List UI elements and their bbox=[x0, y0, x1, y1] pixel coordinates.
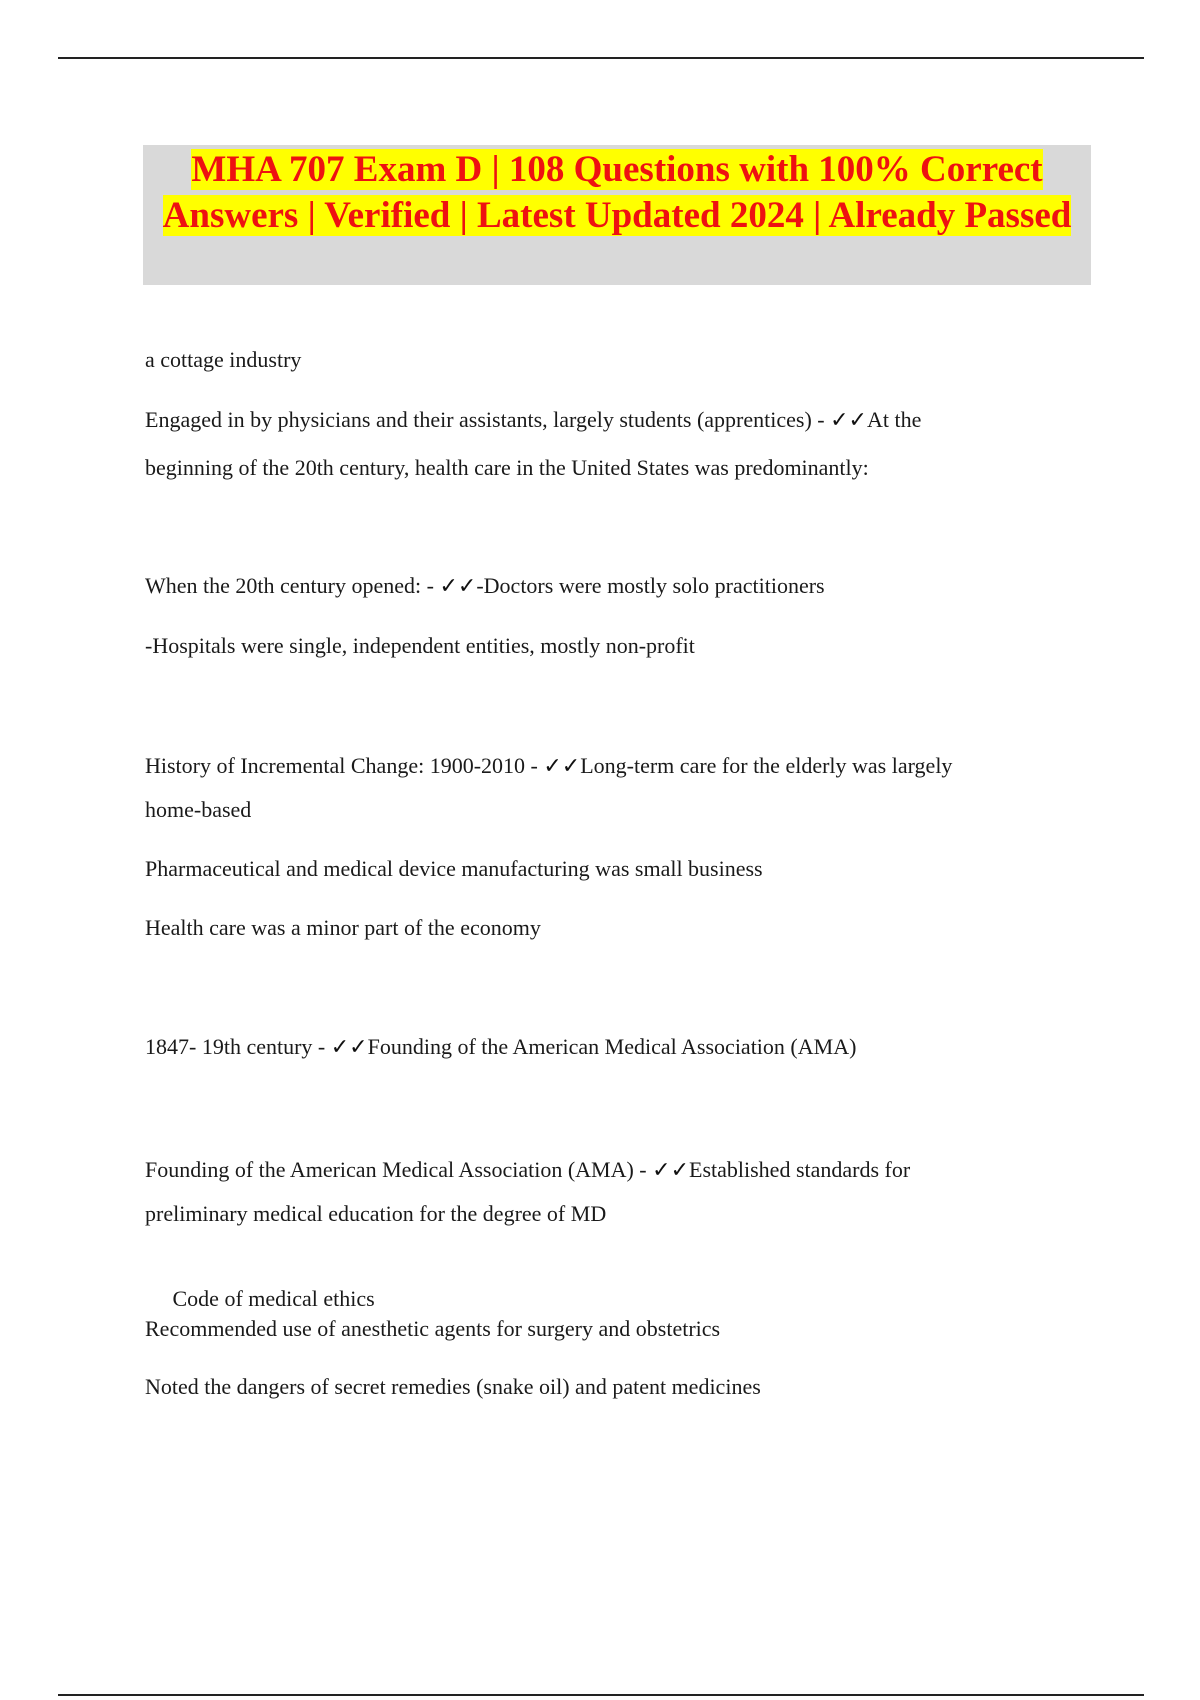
text-line bbox=[145, 346, 1065, 374]
text-line bbox=[145, 855, 1065, 883]
text-line bbox=[145, 1373, 1065, 1401]
qa-line bbox=[145, 1033, 1065, 1062]
question-text: History of Incremental Change: 1900-2010 - bbox=[145, 753, 544, 778]
qa-line bbox=[145, 406, 1065, 435]
text-segment: home-based bbox=[145, 797, 252, 822]
text-segment: a cottage industry bbox=[145, 347, 302, 372]
text-segment: Pharmaceutical and medical device manufacturing was small business bbox=[145, 856, 763, 881]
text-line bbox=[145, 914, 1065, 942]
qa-line bbox=[145, 1156, 1065, 1185]
text-line bbox=[145, 632, 1065, 660]
double-check-icon: ✓✓ bbox=[652, 1158, 690, 1183]
double-check-icon: ✓✓ bbox=[830, 408, 867, 433]
text-segment: preliminary medical education for the degree of MD bbox=[145, 1201, 607, 1226]
text-segment: -Hospitals were single, independent entities, mostly non-profit bbox=[145, 633, 695, 658]
double-check-icon: ✓✓ bbox=[439, 574, 477, 599]
question-text: Engaged in by physicians and their assistants, largely students (apprentices) - bbox=[145, 407, 831, 432]
text-segment: Health care was a minor part of the economy bbox=[145, 915, 541, 940]
question-text: When the 20th century opened: - bbox=[145, 573, 440, 598]
answer-text: Founding of the American Medical Association (AMA) bbox=[367, 1034, 857, 1059]
bottom-rule bbox=[58, 1694, 1144, 1696]
text-segment: Noted the dangers of secret remedies (snake oil) and patent medicines bbox=[145, 1374, 761, 1399]
double-check-icon: ✓✓ bbox=[330, 1035, 368, 1060]
title-banner bbox=[143, 145, 1091, 285]
text-line bbox=[145, 796, 1065, 824]
top-rule bbox=[58, 57, 1144, 59]
answer-text: At the bbox=[866, 407, 922, 432]
qa-line bbox=[145, 752, 1065, 781]
answer-text: Established standards for bbox=[689, 1157, 911, 1182]
text-segment: beginning of the 20th century, health care in the United States was predominantly: bbox=[145, 455, 869, 480]
text-segment: Code of medical ethics bbox=[167, 1286, 375, 1311]
question-text: 1847- 19th century - bbox=[145, 1034, 331, 1059]
answer-text: Long-term care for the elderly was largely bbox=[580, 753, 953, 778]
text-line bbox=[145, 1315, 1065, 1343]
text-line bbox=[145, 1200, 1065, 1228]
text-line bbox=[145, 454, 1065, 482]
double-check-icon: ✓✓ bbox=[543, 754, 581, 779]
document-title: MHA 707 Exam D | 108 Questions with 100% Correct Answers | Verified | Latest Updated 2024 | Already Passed bbox=[162, 149, 1072, 236]
qa-line bbox=[145, 572, 1065, 601]
question-text: Founding of the American Medical Association (AMA) - bbox=[145, 1157, 653, 1182]
answer-text: -Doctors were mostly solo practitioners bbox=[476, 573, 825, 598]
text-segment: Recommended use of anesthetic agents for surgery and obstetrics bbox=[145, 1316, 721, 1341]
